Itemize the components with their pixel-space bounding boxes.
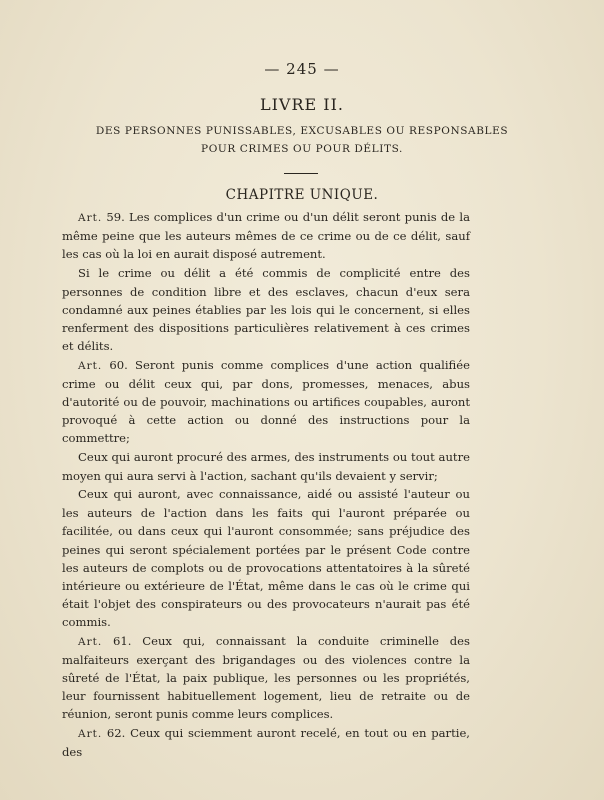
- paragraph: [62, 264, 470, 356]
- paragraph: [62, 632, 470, 724]
- paragraph: [62, 448, 470, 485]
- chapter-title: CHAPITRE UNIQUE.: [225, 187, 379, 203]
- subtitle-line-1: DES PERSONNES PUNISSABLES, EXCUSABLES OU RESPONSABLES: [95, 125, 509, 137]
- article-label: Art.: [78, 727, 103, 740]
- paragraph-text: 62. Ceux qui sciemment auront recelé, en tout ou en partie, des: [62, 725, 470, 759]
- paragraph-text: 60. Seront punis comme complices d'une action qualifiée crime ou délit ceux qui, par dons, promesses, menaces, abus d'autorité ou de pouvoir, machinations ou artifices coupables, auront provoqué à cette action ou donné des instructions pour la commettre;: [62, 357, 470, 446]
- article-label: Art.: [78, 212, 103, 224]
- article-label: Art.: [78, 359, 103, 372]
- divider-rule: [284, 173, 318, 174]
- paragraph-text: Ceux qui auront procuré des armes, des instruments ou tout autre moyen qui aura servi à l'action, sachant qu'ils devaient y servir;: [62, 449, 470, 483]
- body-text: [62, 208, 470, 761]
- paragraph: [62, 208, 470, 264]
- paragraph-text: Ceux qui auront, avec connaissance, aidé ou assisté l'auteur ou les auteurs de l'action dans les faits qui l'auront préparée ou facilitée, ou dans ceux qui l'auront consommée; sans préjudice des peines qui seront spécialement portées par le présent Code contre les auteurs de complots ou de provocations attentatoires à la sûreté intérieure ou extérieure de l'État, même dans le cas où le crime qui était l'objet des conspirateurs ou des provocateurs n'aurait pas été commis.: [62, 487, 470, 630]
- paragraph-text: 59. Les complices d'un crime ou d'un délit seront punis de la même peine que les auteurs mêmes de ce crime ou de ce délit, sauf les cas où la loi en aurait disposé autrement.: [62, 210, 470, 262]
- article-label: Art.: [78, 635, 103, 648]
- paragraph: [62, 356, 470, 448]
- book-subtitle: [0, 122, 604, 158]
- paragraph-text: 61. Ceux qui, connaissant la conduite criminelle des malfaiteurs exerçant des brigandages ou des violences contre la sûreté de l'État, la paix publique, les personnes ou les propriétés, leur fournissent habituellement logement, lieu de retraite ou de réunion, seront punis comme leurs complices.: [62, 633, 470, 722]
- paragraph: [62, 485, 470, 632]
- book-title: LIVRE II.: [259, 95, 345, 114]
- page-number: — 245 —: [264, 60, 340, 78]
- paragraph: [62, 724, 470, 761]
- paragraph-text: Si le crime ou délit a été commis de complicité entre des personnes de condition libre et des esclaves, chacun d'eux sera condamné aux peines établies par les lois qui le concernent, si elles renferment des dispositions particulières relativement à ces crimes et délits.: [62, 265, 470, 354]
- subtitle-line-2: POUR CRIMES OU POUR DÉLITS.: [201, 143, 403, 155]
